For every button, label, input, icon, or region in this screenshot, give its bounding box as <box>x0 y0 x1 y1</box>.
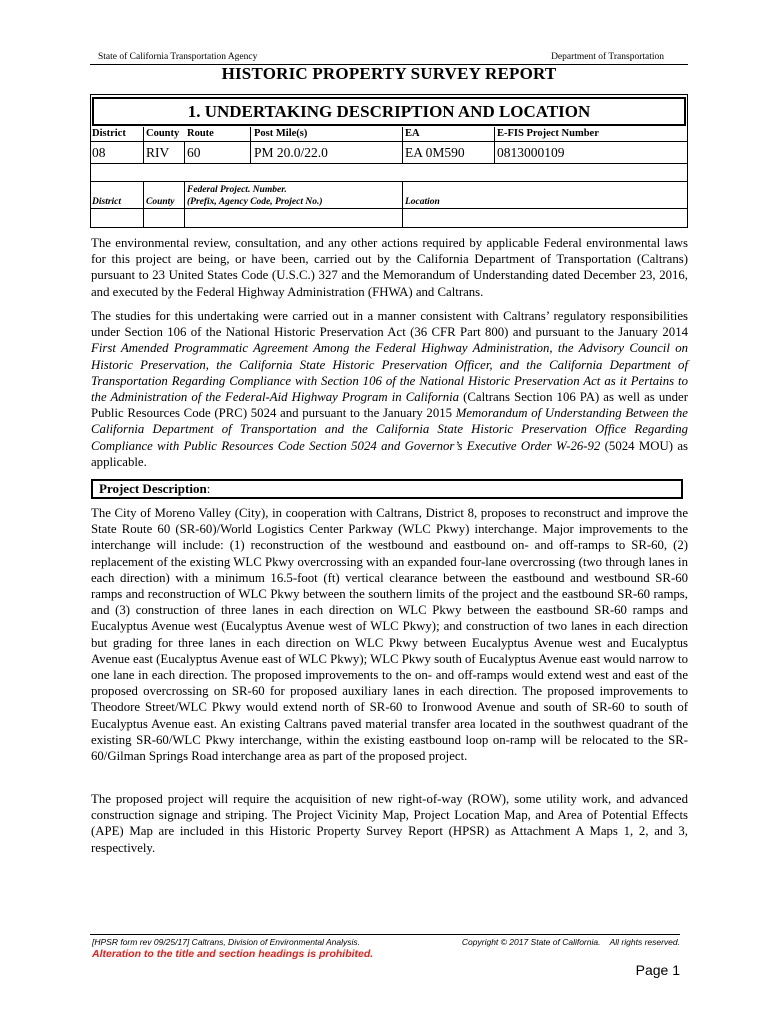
paragraph-row-acquisition: The proposed project will require the acquisition of new right-of-way (ROW), some utility work, and advanced construction signage and striping. The Project Vicinity Map, Project Location Map, and Area of Potential Effects (APE) Map are included in this Historic Property Survey Report (HPSR) as Attachment A Maps 1, 2, and 3, respectively. <box>91 792 688 855</box>
section-title: 1. UNDERTAKING DESCRIPTION AND LOCATION <box>92 97 686 126</box>
th-ea: EA <box>405 128 420 139</box>
th-county: County <box>146 128 180 139</box>
table2-divider <box>184 181 185 228</box>
footer-rule <box>90 934 680 935</box>
project-description-label: Project Description <box>99 481 207 496</box>
rights-text: All rights reserved. <box>609 937 680 947</box>
p2-agreement-title: First Amended Programmatic Agreement Among the Federal Highway Administration, the Advisory Council on Historic Preservation, the California State Historic Preservation Officer, and the California Department of Transportation Regarding Compliance with Section 106 of the National Historic Preservation Act as it Pertains to the Administration of the Federal-Aid Highway Program in California <box>91 341 688 405</box>
table1-bottom-rule <box>90 163 688 164</box>
project-description-colon: : <box>206 481 211 496</box>
agency-name: State of California Transportation Agency <box>98 52 258 62</box>
project-description-heading <box>91 479 683 499</box>
th-district: District <box>92 128 126 139</box>
th2-county: County <box>146 197 175 207</box>
table1-divider <box>494 127 495 164</box>
th2-location: Location <box>405 197 440 207</box>
department-name: Department of Transportation <box>551 52 664 62</box>
paragraph-section-106 <box>91 308 688 470</box>
value-county: RIV <box>146 145 170 160</box>
value-district: 08 <box>92 145 106 160</box>
table2-header-rule <box>90 208 688 209</box>
table2-divider <box>402 181 403 228</box>
report-title: HISTORIC PROPERTY SURVEY REPORT <box>221 64 557 83</box>
th-route: Route <box>187 128 214 139</box>
table1-divider <box>402 127 403 164</box>
table1-header-rule <box>90 141 688 142</box>
paragraph-federal-review: The environmental review, consultation, and any other actions required by applicable Federal environmental laws for this project are being, or have been, carried out by the California Department of Transportation (Caltrans) pursuant to 23 United States Code (U.S.C.) 327 and the Memorandum of Understanding dated December 23, 2016, and executed by the Federal Highway Administration (FHWA) and Caltrans. <box>91 236 688 299</box>
form-revision: [HPSR form rev 09/25/17] Caltrans, Division of Environmental Analysis. <box>92 937 361 947</box>
p2-text-e: (5024 MOU) as applicable. <box>91 438 688 469</box>
th-post-miles: Post Mile(s) <box>254 128 308 139</box>
value-efis: 0813000109 <box>497 145 565 160</box>
p2-text-a: The studies for this undertaking were carried out in a manner consistent with Caltrans’ regulatory responsibilities under Section 106 of the National Historic Preservation Act (36 CFR Part 800) and pursuant to the January 2014 <box>91 309 688 340</box>
spacer-rule <box>90 181 688 182</box>
copyright-notice <box>462 937 680 947</box>
table1-divider <box>250 127 251 164</box>
value-ea: EA 0M590 <box>405 145 465 160</box>
th2-federal-project-line2: (Prefix, Agency Code, Project No.) <box>187 197 323 207</box>
value-post-miles: PM 20.0/22.0 <box>254 145 328 160</box>
paragraph-project-description: The City of Moreno Valley (City), in cooperation with Caltrans, District 8, proposes to reconstruct and improve the State Route 60 (SR-60)/World Logistics Center Parkway (WLC Pkwy) interchange. Major improvements to the interchange will include: (1) reconstruction of the westbound and eastbound on- and off-ramps to SR-60, (2) replacement of the existing WLC Pkwy overcrossing with an expanded four-lane overcrossing (two through lanes in each direction) with a minimum 16.5-foot (ft) vertical clearance between the eastbound and westbound SR-60 ramps and reconstruction of WLC Pkwy between the southern limits of the project and the eastbound SR-60 ramps, and (3) construction of three lanes in each direction on WLC Pkwy between the eastbound SR-60 ramps and Eucalyptus Avenue west (Eucalyptus Avenue west of WLC Pkwy); and construction of two lanes in each direction but grading for three lanes in each direction on WLC Pkwy between Eucalyptus Avenue west and Eucalyptus Avenue east (Eucalyptus Avenue east of WLC Pkwy); WLC Pkwy south of Eucalyptus Avenue east would narrow to one lane in each direction. The proposed improvements to the on- and off-ramps would extend west and east of the proposed overcrossing on SR-60 for proposed auxiliary lanes in each direction. The proposed improvements to Theodore Street/WLC Pkwy would extend north of SR-60 to Ironwood Avenue and south of SR-60 to south of Eucalyptus Avenue east. An existing Caltrans paved material transfer area located in the southwest quadrant of the existing SR-60/WLC Pkwy interchange, within the existing eastbound loop on-ramp will be relocated to the SR-60/Gilman Springs Road interchange area as part of the proposed project. <box>91 506 688 764</box>
th2-federal-project-line1: Federal Project. Number. <box>187 185 287 195</box>
alteration-warning: Alteration to the title and section headings is prohibited. <box>92 948 374 960</box>
th2-district: District <box>92 197 122 207</box>
table1-divider <box>184 141 185 164</box>
copyright-text: Copyright © 2017 State of California. <box>461 937 601 947</box>
value-route: 60 <box>187 145 201 160</box>
p2-mou-title: Memorandum of Understanding Between the California Department of Transportation and the California State Historic Preservation Office Regarding Compliance with Public Resources Code Section 5024 and Governor’s Executive Order W-26-92 <box>91 406 688 453</box>
table2-divider <box>143 181 144 228</box>
p2-text-c: (Caltrans Section 106 PA) as well as under Public Resources Code (PRC) 5024 and pursuant to the January 2015 <box>91 390 688 421</box>
page-number: Page 1 <box>635 962 680 978</box>
th-efis: E-FIS Project Number <box>497 128 599 139</box>
table1-divider <box>143 127 144 164</box>
